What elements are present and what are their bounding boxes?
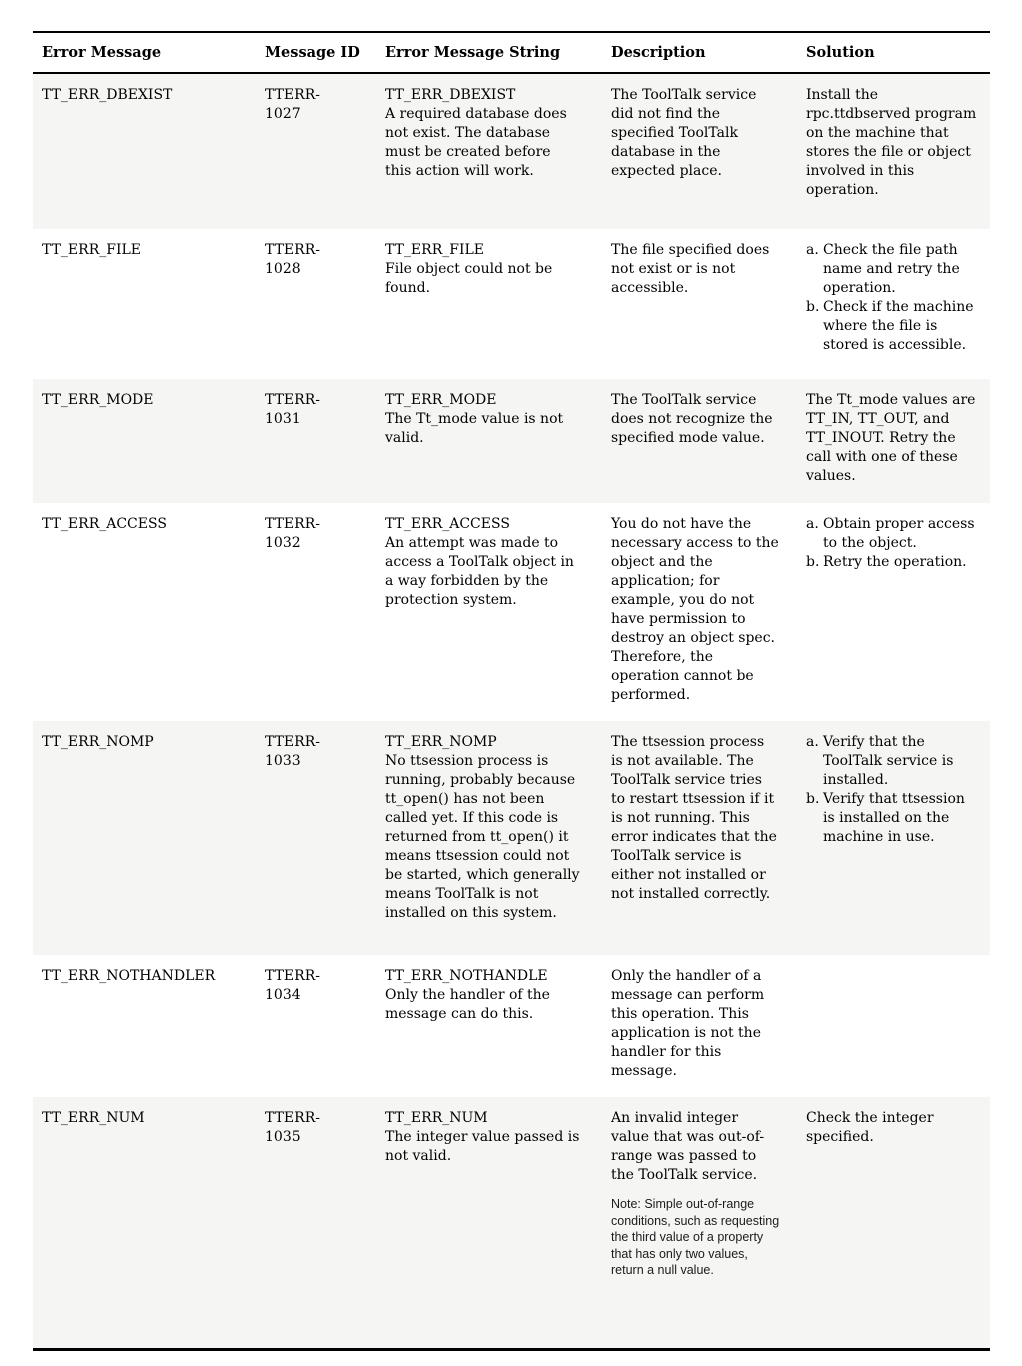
- message-id-line: 1028: [265, 261, 301, 277]
- solution-item-label: b.: [806, 299, 820, 315]
- solution-item: [806, 790, 980, 847]
- error-string-cell: [385, 1097, 611, 1349]
- description-text: The ttsession process is not available. The ToolTalk service tries to restart ttsession if it is not running. This error indicates that the ToolTalk service is either not installed or not installed correctly.: [611, 734, 777, 902]
- solution-item-text: Check the file path name and retry the operation.: [823, 242, 960, 296]
- error-string-name: TT_ERR_NOTHANDLE: [385, 968, 548, 984]
- error-message-name: TT_ERR_NUM: [42, 1110, 145, 1126]
- table-row: [33, 503, 990, 721]
- description-cell: [611, 721, 806, 955]
- message-id-line: 1032: [265, 535, 301, 551]
- error-message-name: TT_ERR_NOTHANDLER: [42, 968, 216, 984]
- error-string-text: A required database does not exist. The database must be created before this action will work.: [385, 106, 567, 179]
- description-text: Only the handler of a message can perform this operation. This application is not the handler for this message.: [611, 968, 765, 1079]
- message-id-cell: [265, 379, 385, 503]
- description-cell: [611, 73, 806, 229]
- error-message-name: TT_ERR_MODE: [42, 392, 154, 408]
- message-id-cell: [265, 229, 385, 379]
- table-row: [33, 955, 990, 1097]
- table-row: [33, 73, 990, 229]
- error-message-name: TT_ERR_ACCESS: [42, 516, 167, 532]
- description-cell: [611, 379, 806, 503]
- error-string-cell: [385, 503, 611, 721]
- message-id-line: TTERR-: [265, 968, 320, 984]
- error-message-name: TT_ERR_DBEXIST: [42, 87, 173, 103]
- error-string-text: No ttsession process is running, probably because tt_open() has not been called yet. If this code is returned from tt_open() it means ttsession could not be started, which generally means ToolTalk is not installed on this system.: [385, 753, 580, 921]
- solution-cell: [806, 229, 990, 379]
- error-string-name: TT_ERR_NOMP: [385, 734, 497, 750]
- column-header-message-id: Message ID: [265, 32, 385, 73]
- error-message-cell: [33, 955, 265, 1097]
- solution-cell: [806, 73, 990, 229]
- error-string-cell: [385, 379, 611, 503]
- error-string-name: TT_ERR_DBEXIST: [385, 87, 516, 103]
- solution-item-label: a.: [806, 516, 819, 532]
- solution-item: [806, 733, 980, 790]
- solution-item-text: Verify that ttsession is installed on the machine in use.: [823, 791, 965, 845]
- message-id-cell: [265, 1097, 385, 1349]
- error-string-cell: [385, 721, 611, 955]
- error-message-cell: [33, 721, 265, 955]
- description-cell: [611, 1097, 806, 1349]
- solution-text: The Tt_mode values are TT_IN, TT_OUT, and TT_INOUT. Retry the call with one of these values.: [806, 392, 976, 484]
- description-cell: [611, 229, 806, 379]
- solution-cell: [806, 503, 990, 721]
- message-id-line: 1027: [265, 106, 301, 122]
- description-text: An invalid integer value that was out-of-range was passed to the ToolTalk service.: [611, 1110, 765, 1183]
- solution-item-label: a.: [806, 734, 819, 750]
- message-id-line: TTERR-: [265, 392, 320, 408]
- message-id-line: TTERR-: [265, 87, 320, 103]
- solution-item: [806, 515, 980, 553]
- error-message-name: TT_ERR_NOMP: [42, 734, 154, 750]
- message-id-cell: [265, 955, 385, 1097]
- message-id-cell: [265, 721, 385, 955]
- solution-cell: [806, 379, 990, 503]
- solution-item-text: Obtain proper access to the object.: [823, 516, 975, 551]
- solution-item-label: b.: [806, 791, 820, 807]
- table-row: [33, 1097, 990, 1349]
- message-id-cell: [265, 503, 385, 721]
- error-string-cell: [385, 73, 611, 229]
- error-string-text: The integer value passed is not valid.: [385, 1129, 580, 1164]
- column-header-description: Description: [611, 32, 806, 73]
- table-header-row: [33, 32, 990, 73]
- table-row: [33, 379, 990, 503]
- error-string-name: TT_ERR_ACCESS: [385, 516, 510, 532]
- error-string-text: An attempt was made to access a ToolTalk object in a way forbidden by the protection system.: [385, 535, 574, 608]
- error-string-text: File object could not be found.: [385, 261, 553, 296]
- table-row: [33, 721, 990, 955]
- description-cell: [611, 955, 806, 1097]
- message-id-line: TTERR-: [265, 516, 320, 532]
- column-header-solution: Solution: [806, 32, 990, 73]
- message-id-line: 1035: [265, 1129, 301, 1145]
- solution-item-label: b.: [806, 554, 820, 570]
- description-text: The ToolTalk service does not recognize the specified mode value.: [611, 392, 773, 446]
- error-string-name: TT_ERR_MODE: [385, 392, 497, 408]
- error-string-cell: [385, 229, 611, 379]
- column-header-error-message-string: Error Message String: [385, 32, 611, 73]
- column-header-error-message: Error Message: [33, 32, 265, 73]
- table-row: [33, 229, 990, 379]
- error-message-cell: [33, 379, 265, 503]
- description-text: You do not have the necessary access to the object and the application; for example, you do not have permission to destroy an object spec. Therefore, the operation cannot be performed.: [611, 516, 779, 703]
- solution-item-text: Retry the operation.: [823, 554, 967, 570]
- error-message-name: TT_ERR_FILE: [42, 242, 141, 258]
- message-id-line: 1033: [265, 753, 301, 769]
- error-message-table: [33, 31, 990, 1351]
- solution-text: Install the rpc.ttdbserved program on the machine that stores the file or object involved in this operation.: [806, 87, 977, 198]
- error-message-cell: [33, 503, 265, 721]
- solution-item: [806, 553, 980, 572]
- solution-item: [806, 241, 980, 298]
- description-cell: [611, 503, 806, 721]
- error-message-cell: [33, 73, 265, 229]
- description-text: The file specified does not exist or is not accessible.: [611, 242, 770, 296]
- solution-item-label: a.: [806, 242, 819, 258]
- solution-text: Check the integer specified.: [806, 1110, 934, 1145]
- error-string-name: TT_ERR_NUM: [385, 1110, 488, 1126]
- error-string-text: Only the handler of the message can do this.: [385, 987, 550, 1022]
- message-id-line: TTERR-: [265, 1110, 320, 1126]
- message-id-line: TTERR-: [265, 242, 320, 258]
- message-id-line: TTERR-: [265, 734, 320, 750]
- error-message-cell: [33, 1097, 265, 1349]
- solution-cell: [806, 1097, 990, 1349]
- solution-cell: [806, 955, 990, 1097]
- solution-item-text: Verify that the ToolTalk service is installed.: [823, 734, 954, 788]
- message-id-line: 1034: [265, 987, 301, 1003]
- error-string-name: TT_ERR_FILE: [385, 242, 484, 258]
- message-id-cell: [265, 73, 385, 229]
- solution-item: [806, 298, 980, 355]
- error-string-text: The Tt_mode value is not valid.: [385, 411, 564, 446]
- error-message-cell: [33, 229, 265, 379]
- description-note: Note: Simple out-of-range conditions, such as requesting the third value of a property that has only two values, return a null value.: [611, 1197, 780, 1277]
- solution-cell: [806, 721, 990, 955]
- solution-item-text: Check if the machine where the file is stored is accessible.: [823, 299, 974, 353]
- message-id-line: 1031: [265, 411, 301, 427]
- error-string-cell: [385, 955, 611, 1097]
- description-text: The ToolTalk service did not find the specified ToolTalk database in the expected place.: [611, 87, 757, 179]
